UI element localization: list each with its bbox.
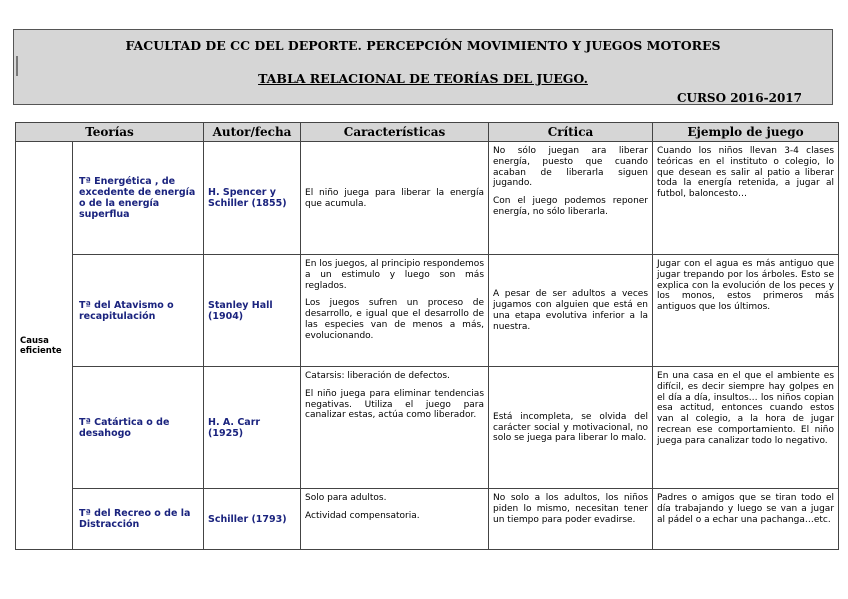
theory-name: Tª del Recreo o de la Distracción <box>73 489 204 550</box>
ejemplo-cell <box>653 255 839 367</box>
cell-paragraph: Solo para adultos. <box>305 493 387 503</box>
cell-paragraph: Cuando los niños llevan 3-4 clases teóricas en el instituto o colegio, lo que desean es salir al patio a liberar toda la energía retenida, a jugar al futbol, baloncesto… <box>657 146 835 200</box>
cell-paragraph: Padres o amigos que se tiran todo el día trabajando y luego se van a jugar al pádel o a echar una pachanga…etc. <box>657 493 835 525</box>
critica-cell <box>489 367 653 489</box>
theory-name: Tª del Atavismo o recapitulación <box>73 255 204 367</box>
table-row <box>16 489 839 550</box>
critica-cell <box>489 142 653 255</box>
table-row <box>16 367 839 489</box>
document-title: FACULTAD DE CC DEL DEPORTE. PERCEPCIÓN MOVIMIENTO Y JUEGOS MOTORES <box>125 38 721 53</box>
cell-paragraph: Catarsis: liberación de defectos. <box>305 371 450 381</box>
cell-paragraph: No solo a los adultos, los niños piden lo mismo, necesitan tener un tiempo para poder evadirse. <box>493 493 649 525</box>
cell-paragraph: En los juegos, al principio respondemos a un estimulo y luego son más reglados. <box>305 259 485 291</box>
cell-paragraph: Actividad compensatoria. <box>305 510 420 521</box>
theory-author: H. Spencer y Schiller (1855) <box>204 142 301 255</box>
theories-table <box>15 122 839 550</box>
cell-paragraph: Los juegos sufren un proceso de desarrollo, e igual que el desarrollo de las especies van de menos a más, evolucionando. <box>305 298 485 341</box>
table-row <box>16 142 839 255</box>
document-header <box>13 29 833 105</box>
cell-paragraph: No sólo juegan ara liberar energía, puesto que cuando acaban de liberarla siguen jugando. <box>493 146 649 189</box>
caracteristicas-cell <box>301 142 489 255</box>
cell-paragraph: A pesar de ser adultos a veces jugamos con alguien que está en una etapa evolutiva inferior a la nuestra. <box>493 289 649 332</box>
cause-label: Causa eficiente <box>16 142 73 550</box>
header-teorias: Teorías <box>16 123 204 142</box>
cell-paragraph: El niño juega para liberar la energía que acumula. <box>305 187 485 209</box>
header-caracteristicas: Características <box>301 123 489 142</box>
cell-paragraph: Está incompleta, se olvida del carácter social y motivacional, no solo se juega para liberar lo malo. <box>493 411 649 444</box>
course-year: CURSO 2016-2017 <box>676 91 802 105</box>
caracteristicas-cell <box>301 489 489 550</box>
theory-name: Tª Catártica o de desahogo <box>73 367 204 489</box>
header-critica: Crítica <box>489 123 653 142</box>
header-ejemplo: Ejemplo de juego <box>653 123 839 142</box>
critica-cell <box>489 489 653 550</box>
ejemplo-cell <box>653 489 839 550</box>
cell-paragraph: El niño juega para eliminar tendencias negativas. Utiliza el juego para canalizar estas, actúa como liberador. <box>305 388 485 421</box>
theory-author: H. A. Carr (1925) <box>204 367 301 489</box>
ejemplo-cell <box>653 142 839 255</box>
document-subtitle: TABLA RELACIONAL DE TEORÍAS DEL JUEGO. <box>258 71 588 86</box>
theory-name: Tª Energética , de excedente de energía o de la energía superflua <box>73 142 204 255</box>
cell-paragraph: En una casa en el que el ambiente es difícil, es decir siempre hay golpes en el día a día, insultos… los niños copian esa actitud, entonces cuando estos van al colegio, a la hora de jugar recrean ese comportamiento. El niño juega para canalizar todo lo negativo. <box>657 371 835 446</box>
theory-author: Stanley Hall (1904) <box>204 255 301 367</box>
caracteristicas-cell <box>301 367 489 489</box>
cell-paragraph: Con el juego podemos reponer energía, no sólo liberarla. <box>493 196 649 217</box>
ejemplo-cell <box>653 367 839 489</box>
header-autor: Autor/fecha <box>204 123 301 142</box>
cell-paragraph: Jugar con el agua es más antiguo que jugar trepando por los árboles. Esto se explica con la evolución de los peces y los monos, estos primeros más antiguos que los últimos. <box>657 259 835 313</box>
theory-author: Schiller (1793) <box>204 489 301 550</box>
caracteristicas-cell <box>301 255 489 367</box>
critica-cell <box>489 255 653 367</box>
table-header-row <box>16 123 839 142</box>
table-row <box>16 255 839 367</box>
